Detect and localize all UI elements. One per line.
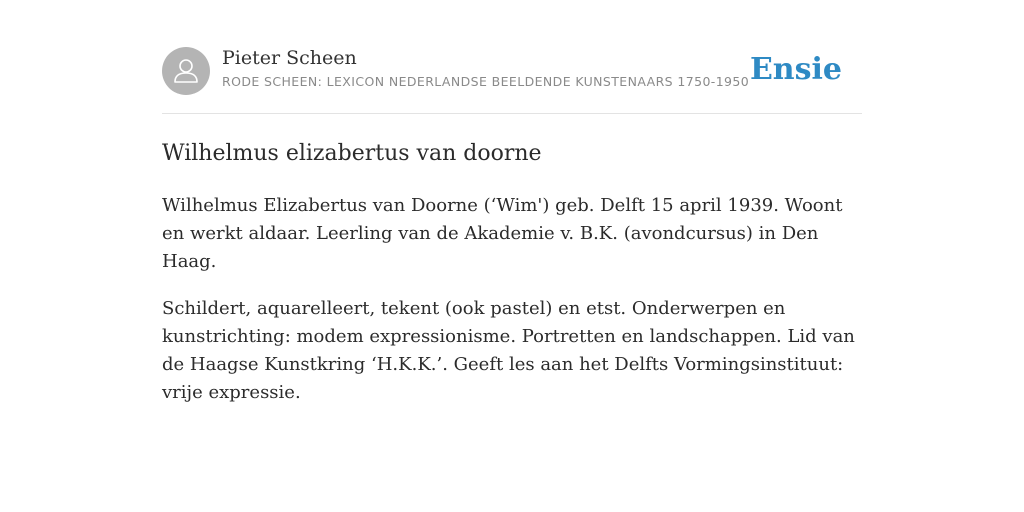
author-header xyxy=(162,44,862,114)
article-paragraph: Schildert, aquarelleert, tekent (ook pastel) en etst. Onderwerpen en kunstrichting: modem expressionisme. Portretten en landschappen. Lid van de Haagse Kunstkring ‘H.K.K.’. Geeft les aan het Delfts Vormingsinstituut: vrije expressie. xyxy=(162,298,855,403)
brand-logo[interactable]: Ensie xyxy=(749,52,842,87)
author-source: RODE SCHEEN: LEXICON NEDERLANDSE BEELDENDE KUNSTENAARS 1750-1950 xyxy=(222,74,750,89)
article-paragraph: Wilhelmus Elizabertus van Doorne (‘Wim') geb. Delft 15 april 1939. Woont en werkt aldaar. Leerling van de Akademie v. B.K. (avondcursus) in Den Haag. xyxy=(162,195,843,272)
author-name[interactable]: Pieter Scheen xyxy=(222,47,357,69)
article-title: Wilhelmus elizabertus van doorne xyxy=(162,141,542,166)
person-icon xyxy=(162,47,210,95)
article-body xyxy=(162,192,862,407)
article-card xyxy=(162,44,862,407)
avatar[interactable] xyxy=(162,47,210,95)
